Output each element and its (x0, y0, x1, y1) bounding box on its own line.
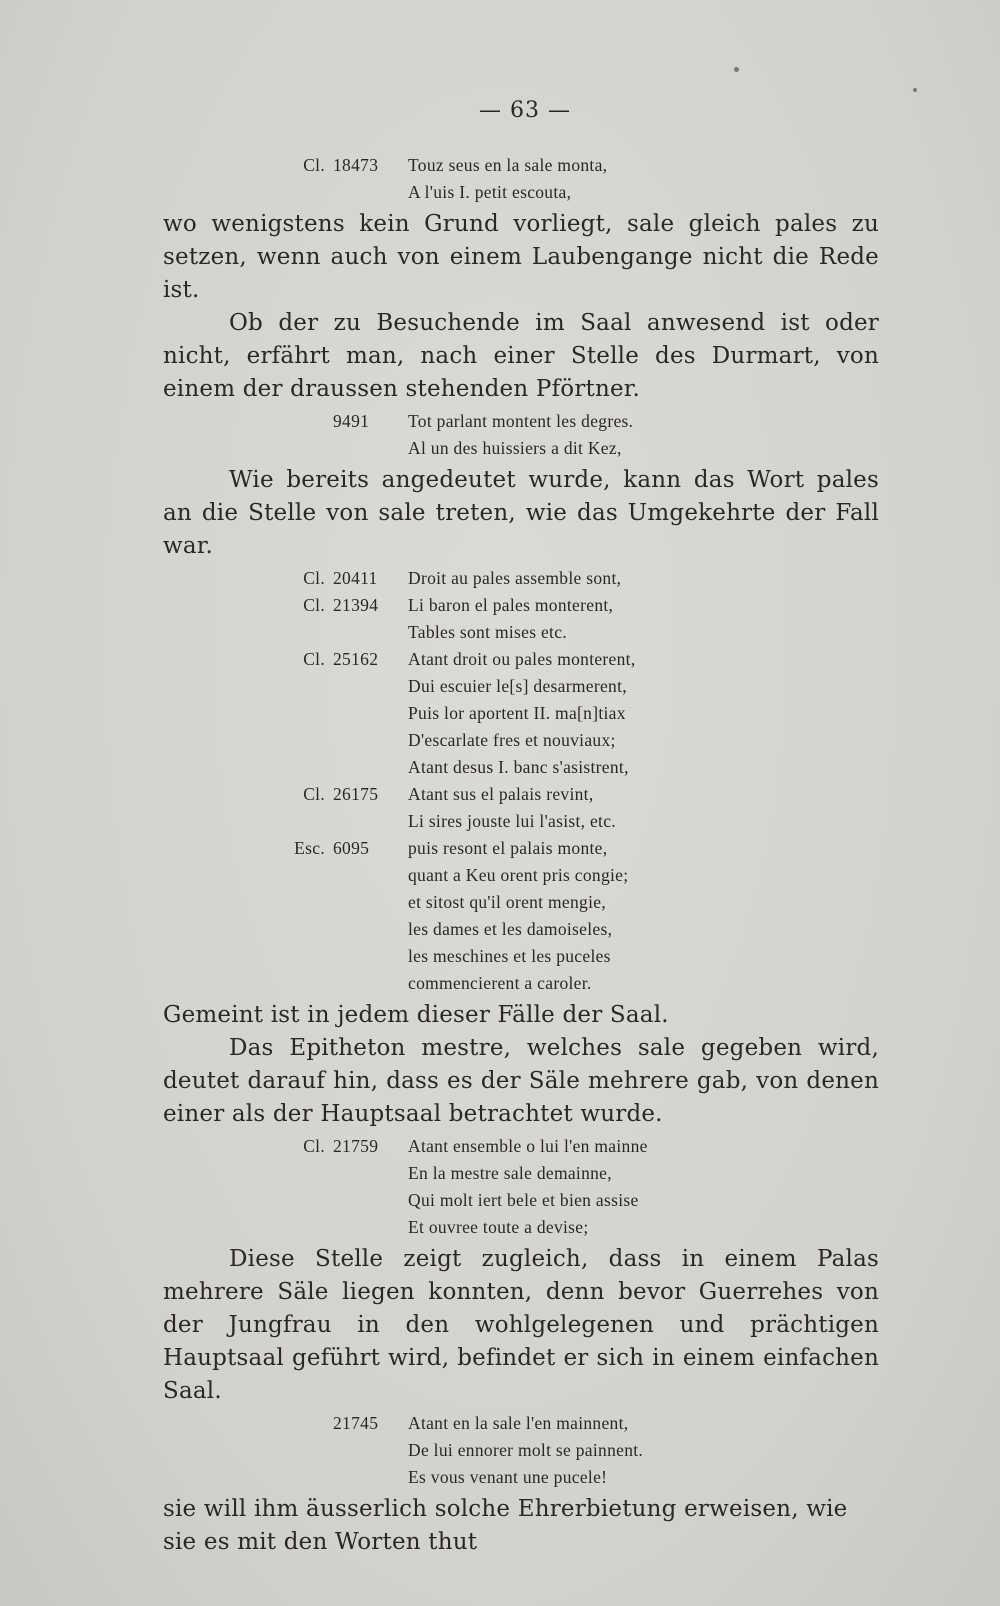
verse-number (333, 1187, 408, 1214)
citation-source (163, 1214, 333, 1241)
verse-number (333, 619, 408, 646)
citation-source: Cl. (303, 649, 325, 669)
citation-source (163, 970, 333, 997)
citation-source (163, 1464, 333, 1491)
citation-source: Cl. (303, 1136, 325, 1156)
verse-number: 25162 (333, 649, 379, 669)
verse-number (333, 1464, 408, 1491)
citation-source: Cl. (303, 568, 325, 588)
verse-number: 26175 (333, 784, 379, 804)
verse-number: 20411 (333, 568, 378, 588)
verse-citation (163, 565, 879, 997)
verse-number (333, 970, 408, 997)
verse-text: Qui molt iert bele et bien assise (408, 1190, 639, 1210)
citation-source (163, 943, 333, 970)
verse-number (333, 1214, 408, 1241)
verse-text: les meschines et les puceles (408, 946, 611, 966)
verse-line (163, 916, 879, 943)
citation-source (163, 435, 333, 462)
speck (734, 67, 739, 72)
citation-source (163, 700, 333, 727)
verse-number (333, 727, 408, 754)
citation-source (163, 673, 333, 700)
verse-line (163, 1133, 879, 1160)
verse-number (333, 179, 408, 206)
verse-number (333, 808, 408, 835)
verse-line (163, 673, 879, 700)
verse-line (163, 700, 879, 727)
citation-source: Esc. (294, 838, 325, 858)
citation-source (163, 916, 333, 943)
verse-text: commencierent a caroler. (408, 973, 592, 993)
verse-line (163, 1160, 879, 1187)
verse-line (163, 179, 879, 206)
verse-line (163, 565, 879, 592)
page-number: — 63 — (479, 98, 571, 123)
body-paragraph: Das Epitheton mestre, welches sale gegeben wird, deutet darauf hin, dass es der Säle mehrere gab, von denen einer als der Hauptsaal betrachtet wurde. (163, 1035, 879, 1127)
verse-line (163, 152, 879, 179)
citation-source (163, 179, 333, 206)
verse-line (163, 727, 879, 754)
citation-source (163, 1437, 333, 1464)
verse-line (163, 862, 879, 889)
verse-number (333, 1437, 408, 1464)
verse-line (163, 889, 879, 916)
verse-line (163, 1187, 879, 1214)
verse-text: Li baron el pales monterent, (408, 595, 614, 615)
verse-text: Es vous venant une pucele! (408, 1467, 608, 1487)
verse-text: Puis lor aportent II. ma[n]tiax (408, 703, 626, 723)
body-paragraph: Ob der zu Besuchende im Saal anwesend ist oder nicht, erfährt man, nach einer Stelle des Durmart, von einem der draussen stehenden Pförtner. (163, 310, 879, 402)
verse-text: Al un des huissiers a dit Kez, (408, 438, 622, 458)
verse-citation (163, 408, 879, 462)
verse-line (163, 970, 879, 997)
verse-citation (163, 1133, 879, 1241)
body-paragraph: sie will ihm äusserlich solche Ehrerbietung erweisen, wie sie es mit den Worten thut (163, 1496, 848, 1555)
verse-number (333, 1160, 408, 1187)
body-paragraph: wo wenigstens kein Grund vorliegt, sale gleich pales zu setzen, wenn auch von einem Laubengange nicht die Rede ist. (163, 211, 879, 303)
verse-line (163, 592, 879, 619)
verse-line (163, 1410, 879, 1437)
verse-text: Et ouvree toute a devise; (408, 1217, 589, 1237)
verse-number: 21745 (333, 1413, 379, 1433)
verse-text: En la mestre sale demainne, (408, 1163, 612, 1183)
verse-line (163, 943, 879, 970)
verse-number: 9491 (333, 411, 370, 431)
verse-number (333, 435, 408, 462)
verse-line (163, 435, 879, 462)
verse-citation (163, 1410, 879, 1491)
verse-line (163, 1214, 879, 1241)
verse-number: 6095 (333, 838, 370, 858)
verse-line (163, 835, 879, 862)
citation-source (163, 808, 333, 835)
verse-text: Atant droit ou pales monterent, (408, 649, 636, 669)
verse-text: Atant en la sale l'en mainnent, (408, 1413, 629, 1433)
verse-text: D'escarlate fres et nouviaux; (408, 730, 616, 750)
verse-text: quant a Keu orent pris congie; (408, 865, 629, 885)
verse-line (163, 619, 879, 646)
citation-source (163, 889, 333, 916)
verse-number (333, 916, 408, 943)
verse-number: 18473 (333, 155, 379, 175)
body-paragraph: Gemeint ist in jedem dieser Fälle der Saal. (163, 1002, 669, 1028)
verse-line (163, 1437, 879, 1464)
verse-line (163, 408, 879, 435)
verse-text: De lui ennorer molt se painnent. (408, 1440, 644, 1460)
citation-source (163, 1410, 333, 1437)
citation-source: Cl. (303, 784, 325, 804)
verse-number (333, 943, 408, 970)
citation-source: Cl. (303, 595, 325, 615)
body-paragraph: Wie bereits angedeutet wurde, kann das Wort pales an die Stelle von sale treten, wie das Umgekehrte der Fall war. (163, 467, 879, 559)
citation-source (163, 727, 333, 754)
verse-text: Tot parlant montent les degres. (408, 411, 634, 431)
verse-line (163, 754, 879, 781)
verse-citation (163, 152, 879, 206)
body-paragraph: Diese Stelle zeigt zugleich, dass in einem Palas mehrere Säle liegen konnten, denn bevor Guerrehes von der Jungfrau in den wohlgelegenen und prächtigen Hauptsaal geführt wird, befindet er sich in einem einfachen Saal. (163, 1246, 879, 1404)
verse-number: 21394 (333, 595, 379, 615)
verse-number (333, 673, 408, 700)
verse-text: Atant ensemble o lui l'en mainne (408, 1136, 648, 1156)
verse-text: Touz seus en la sale monta, (408, 155, 608, 175)
verse-text: Tables sont mises etc. (408, 622, 567, 642)
citation-source (163, 862, 333, 889)
citation-source (163, 1160, 333, 1187)
verse-text: Atant desus I. banc s'asistrent, (408, 757, 629, 777)
verse-line (163, 646, 879, 673)
verse-text: A l'uis I. petit escouta, (408, 182, 572, 202)
verse-number (333, 754, 408, 781)
verse-text: Dui escuier le[s] desarmerent, (408, 676, 627, 696)
speck (913, 88, 917, 92)
verse-text: Li sires jouste lui l'asist, etc. (408, 811, 616, 831)
verse-text: Droit au pales assemble sont, (408, 568, 622, 588)
verse-number (333, 862, 408, 889)
page-body (163, 150, 879, 1559)
verse-line (163, 808, 879, 835)
verse-line (163, 781, 879, 808)
verse-text: et sitost qu'il orent mengie, (408, 892, 607, 912)
citation-source (163, 619, 333, 646)
citation-source (163, 754, 333, 781)
citation-source (163, 1187, 333, 1214)
verse-text: les dames et les damoiseles, (408, 919, 613, 939)
verse-number: 21759 (333, 1136, 379, 1156)
verse-line (163, 1464, 879, 1491)
verse-number (333, 889, 408, 916)
verse-text: puis resont el palais monte, (408, 838, 608, 858)
citation-source (163, 408, 333, 435)
citation-source: Cl. (303, 155, 325, 175)
verse-text: Atant sus el palais revint, (408, 784, 594, 804)
verse-number (333, 700, 408, 727)
